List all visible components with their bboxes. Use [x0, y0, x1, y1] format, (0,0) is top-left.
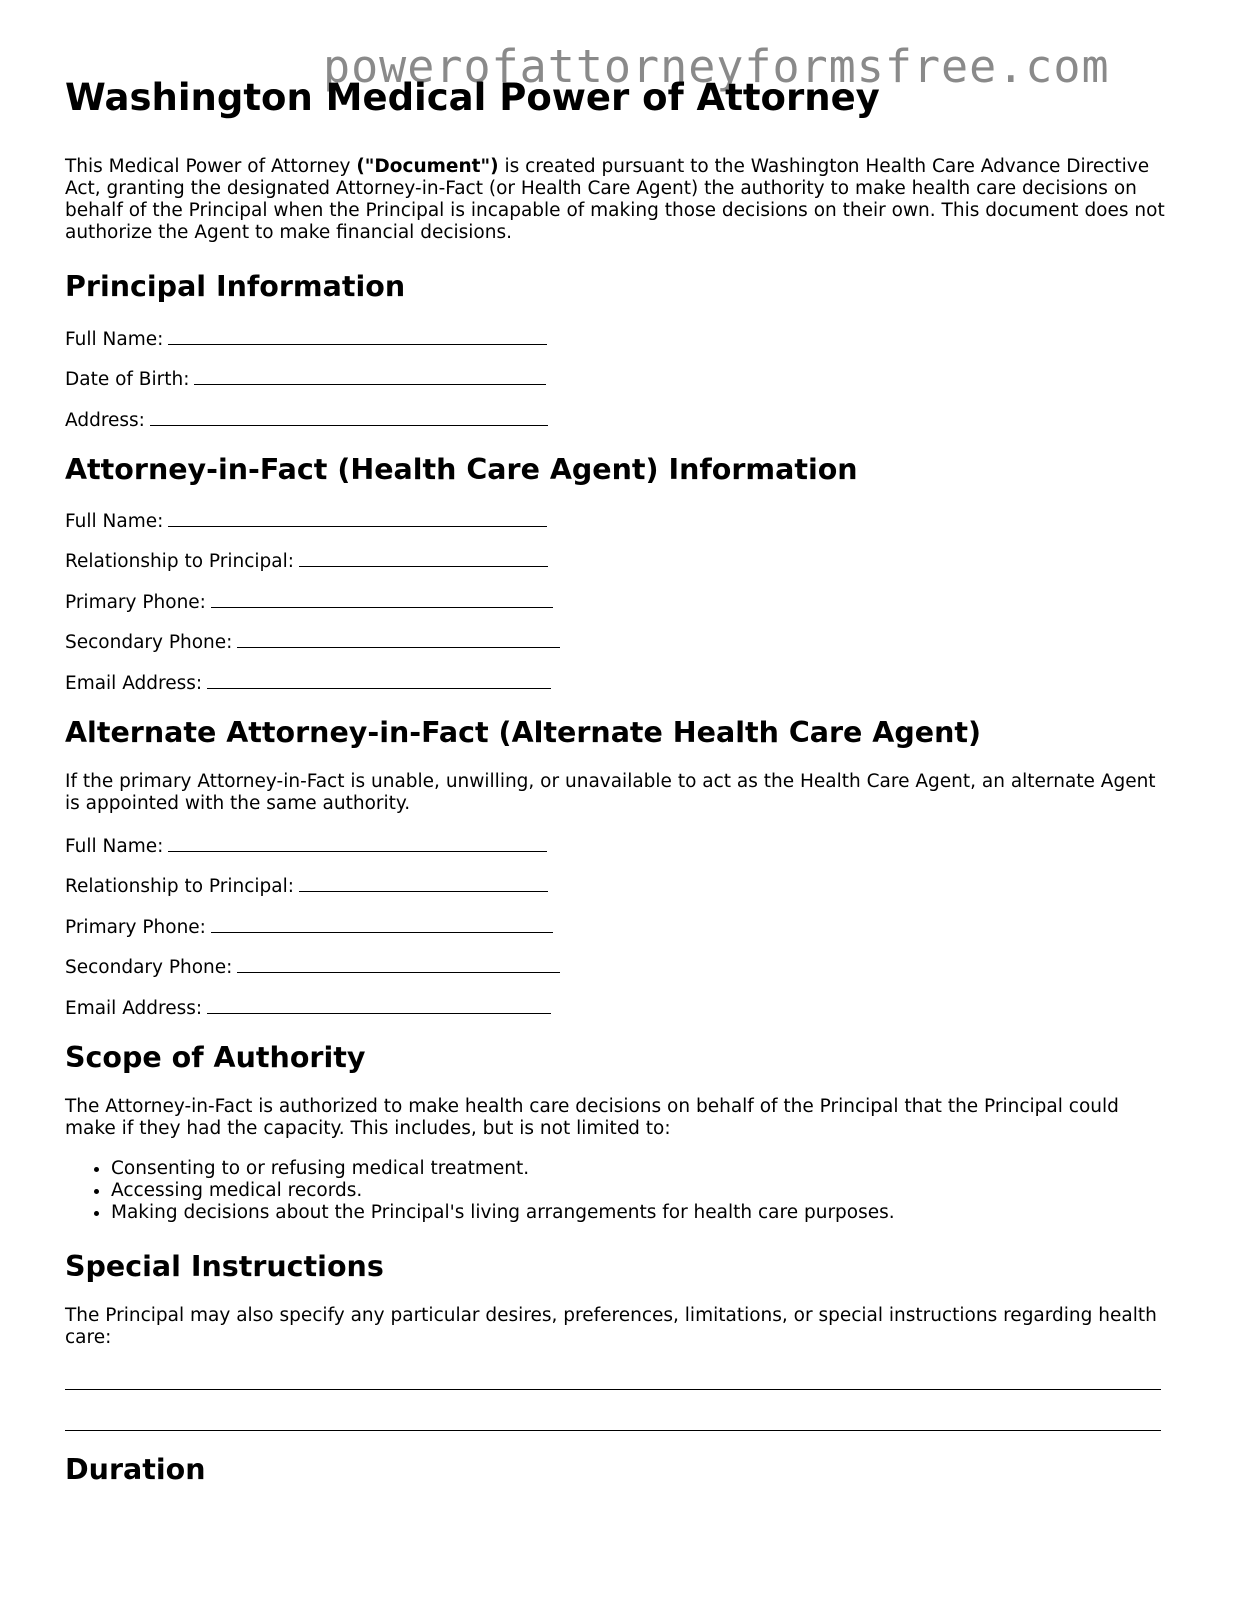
agent-primary-phone-field	[65, 589, 1175, 611]
alternate-relationship-line[interactable]	[299, 873, 548, 892]
alternate-heading: Alternate Attorney-in-Fact (Alternate Health Care Agent)	[65, 715, 982, 749]
special-instructions-line-1[interactable]	[65, 1388, 1161, 1390]
agent-secondary-phone-line[interactable]	[237, 629, 560, 648]
alternate-secondary-phone-label: Secondary Phone:	[65, 957, 233, 979]
alternate-relationship-field	[65, 873, 1175, 898]
agent-secondary-phone-label: Secondary Phone:	[65, 632, 233, 654]
intro-paragraph	[65, 156, 1175, 244]
list-item: • Accessing medical records.	[111, 1180, 1175, 1202]
alternate-primary-phone-field	[65, 914, 1175, 936]
watermark: powerofattorneyformsfree.com	[323, 40, 1110, 93]
alternate-full-name-label: Full Name:	[65, 835, 164, 857]
principal-dob-label: Date of Birth:	[65, 369, 190, 391]
principal-dob-field	[65, 366, 1175, 391]
document-page	[65, 76, 1175, 1509]
list-item: • Consenting to or refusing medical treatment.	[111, 1158, 1175, 1180]
principal-address-label: Address:	[65, 409, 145, 431]
alternate-secondary-phone-line[interactable]	[237, 954, 560, 973]
agent-full-name-field	[65, 508, 1175, 530]
agent-section	[65, 453, 1175, 692]
agent-relationship-line[interactable]	[299, 548, 548, 567]
scope-list	[65, 1158, 1175, 1224]
special-section	[65, 1250, 1175, 1431]
principal-section	[65, 270, 1175, 431]
principal-address-line[interactable]	[150, 407, 548, 426]
agent-email-label: Email Address:	[65, 672, 203, 694]
scope-paragraph: The Attorney-in-Fact is authorized to make health care decisions on behalf of the Principal that the Principal could make if they had the capacity. This includes, but is not limited to:	[65, 1096, 1119, 1140]
alternate-relationship-label: Relationship to Principal:	[65, 876, 294, 898]
agent-full-name-line[interactable]	[168, 508, 547, 527]
special-heading: Special Instructions	[65, 1250, 384, 1284]
duration-section	[65, 1453, 1175, 1487]
alternate-email-line[interactable]	[207, 995, 551, 1014]
agent-email-line[interactable]	[207, 670, 551, 689]
alternate-primary-phone-line[interactable]	[211, 914, 553, 933]
alternate-email-label: Email Address:	[65, 997, 203, 1019]
agent-email-field	[65, 670, 1175, 692]
agent-secondary-phone-field	[65, 629, 1175, 654]
list-item: • Making decisions about the Principal's living arrangements for health care purposes.	[111, 1202, 1175, 1224]
intro-text-after: is created pursuant to the Washington Health Care Advance Directive Act, granting the designated Attorney-in-Fact (or Health Care Agent) the authority to make health care decisions on behalf of the Principal when the Principal is incapable of making those decisions on their own. This document does not authorize the Agent to make financial decisions.	[65, 156, 1165, 244]
agent-relationship-field	[65, 548, 1175, 573]
principal-full-name-field	[65, 326, 1175, 348]
principal-heading: Principal Information	[65, 270, 406, 304]
special-paragraph: The Principal may also specify any particular desires, preferences, limitations, or special instructions regarding health care:	[65, 1305, 1157, 1349]
alternate-section	[65, 716, 1175, 1017]
alternate-secondary-phone-field	[65, 954, 1175, 979]
principal-dob-line[interactable]	[194, 366, 546, 385]
agent-primary-phone-label: Primary Phone:	[65, 591, 206, 613]
agent-relationship-label: Relationship to Principal:	[65, 551, 294, 573]
alternate-full-name-line[interactable]	[168, 833, 547, 852]
principal-full-name-label: Full Name:	[65, 328, 164, 350]
agent-full-name-label: Full Name:	[65, 510, 164, 532]
document-title: Washington Medical Power of Attorney	[65, 76, 880, 119]
scope-section	[65, 1041, 1175, 1224]
agent-heading: Attorney-in-Fact (Health Care Agent) Information	[65, 452, 858, 486]
duration-heading: Duration	[65, 1453, 206, 1487]
alternate-primary-phone-label: Primary Phone:	[65, 916, 206, 938]
intro-text-bold: ("Document")	[356, 156, 499, 178]
principal-full-name-line[interactable]	[168, 326, 547, 345]
alternate-paragraph: If the primary Attorney-in-Fact is unable, unwilling, or unavailable to act as the Health Care Agent, an alternate Agent is appointed with the same authority.	[65, 770, 1156, 814]
special-instructions-line-2[interactable]	[65, 1429, 1161, 1431]
agent-primary-phone-line[interactable]	[211, 589, 553, 608]
alternate-email-field	[65, 995, 1175, 1017]
principal-address-field	[65, 407, 1175, 429]
alternate-full-name-field	[65, 833, 1175, 855]
scope-heading: Scope of Authority	[65, 1040, 366, 1074]
intro-text-before: This Medical Power of Attorney	[65, 156, 357, 178]
